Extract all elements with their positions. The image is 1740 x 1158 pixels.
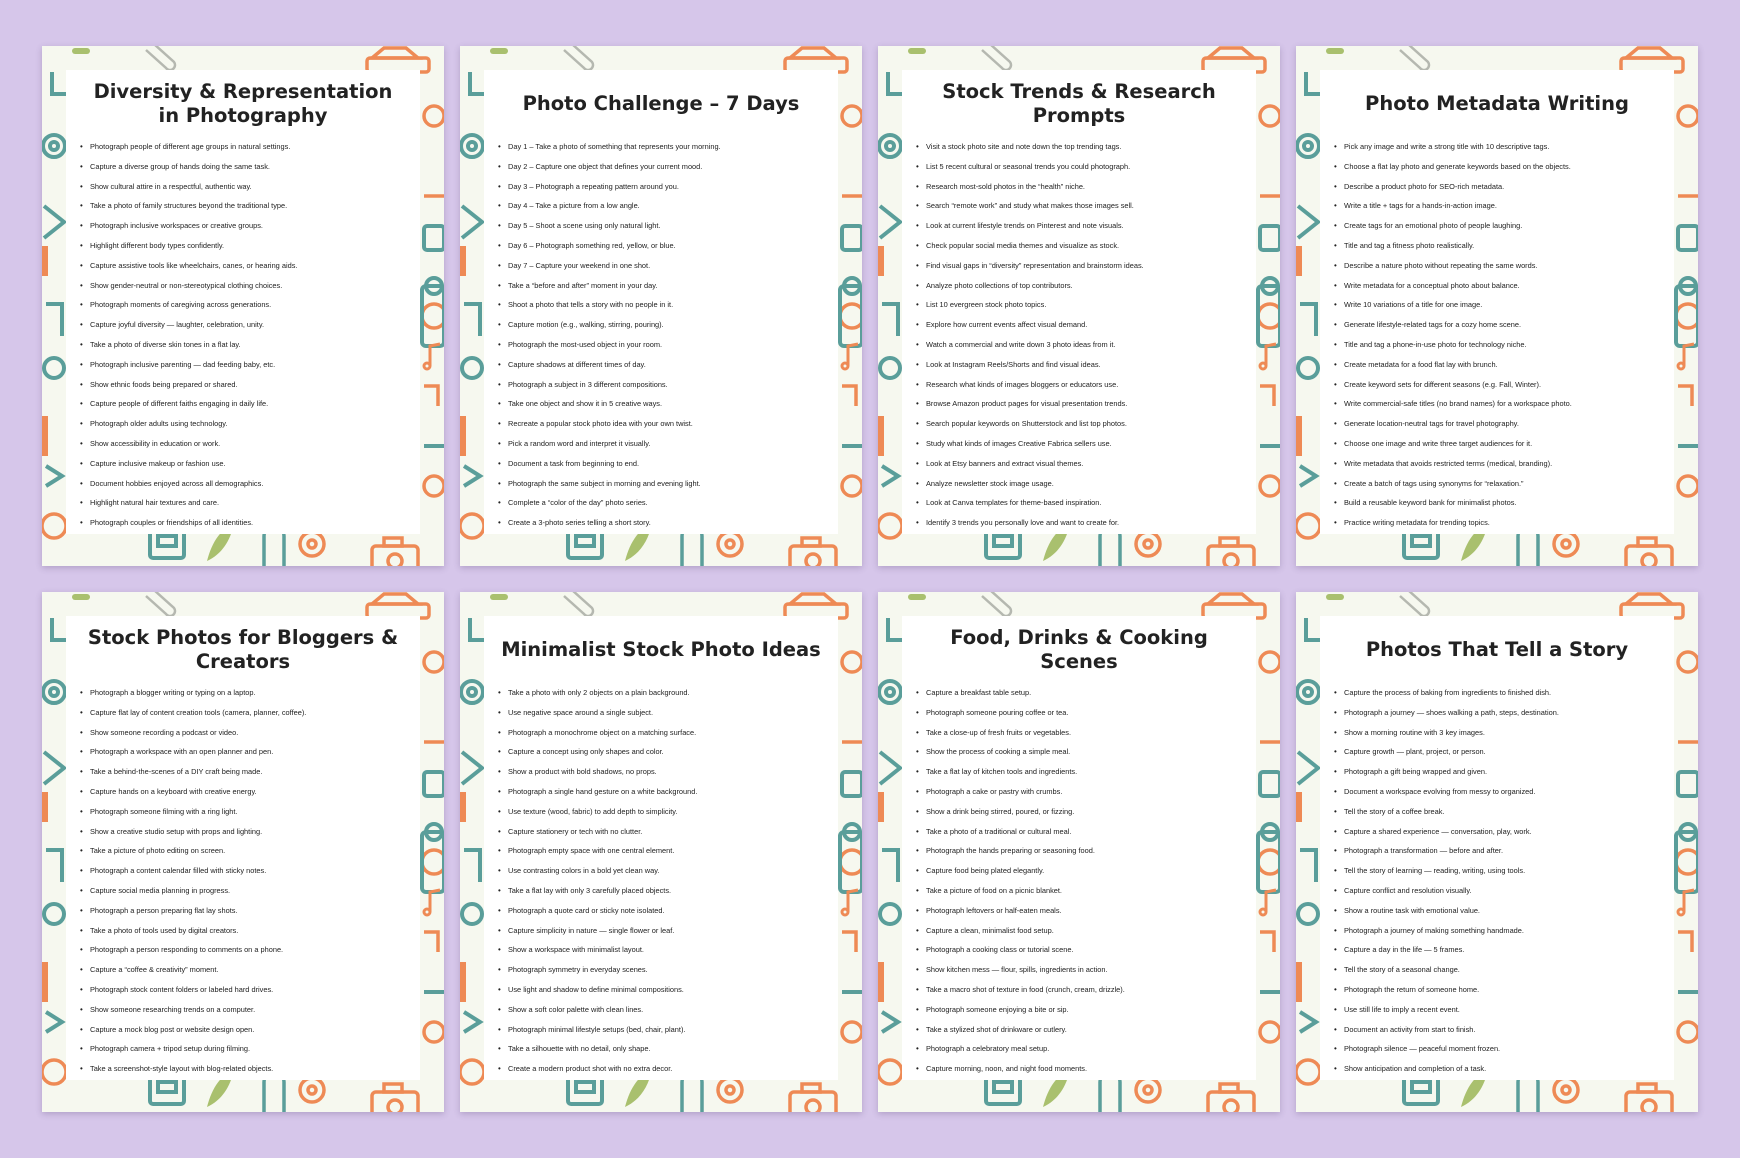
- prompt-item: • Capture joyful diversity — laughter, celebration, unity.: [80, 315, 414, 335]
- paperclip-icon: [564, 46, 593, 70]
- prompt-item: • Create metadata for a food flat lay with brunch.: [1334, 355, 1668, 375]
- prompt-item: • Visit a stock photo site and note down the top trending tags.: [916, 137, 1250, 157]
- prompt-card: [902, 70, 1256, 534]
- paperclip-icon: [1400, 46, 1429, 70]
- prompt-item: • Document hobbies enjoyed across all demographics.: [80, 474, 414, 494]
- prompt-item: • Take a macro shot of texture in food (crunch, cream, drizzle).: [916, 980, 1250, 1000]
- prompt-item: • Capture a mock blog post or website design open.: [80, 1020, 414, 1040]
- prompt-item: • Look at current lifestyle trends on Pinterest and note visuals.: [916, 216, 1250, 236]
- printable-page-4: [1296, 46, 1698, 566]
- accent-bars: [1296, 792, 1302, 1002]
- right-strip-icons: [422, 652, 444, 1042]
- prompt-item: • Use negative space around a single subject.: [498, 703, 832, 723]
- prompt-item: • Analyze photo collections of top contributors.: [916, 276, 1250, 296]
- prompt-item: • Photograph camera + tripod setup during filming.: [80, 1039, 414, 1059]
- prompt-item: • Photograph inclusive parenting — dad feeding baby, etc.: [80, 355, 414, 375]
- prompt-item: • Write 10 variations of a title for one image.: [1334, 295, 1668, 315]
- prompt-item: • Capture a “coffee & creativity” moment.: [80, 960, 414, 980]
- prompt-list: [1320, 683, 1674, 1079]
- prompt-item: • Pick a random word and interpret it visually.: [498, 434, 832, 454]
- right-strip-teal: [840, 772, 862, 992]
- prompt-item: • Capture stationery or tech with no clutter.: [498, 822, 832, 842]
- prompt-list: [1320, 137, 1674, 533]
- right-strip-icons: [1676, 106, 1698, 496]
- prompt-item: • Title and tag a fitness photo realistically.: [1334, 236, 1668, 256]
- page-title: Stock Trends & Research Prompts: [942, 80, 1216, 127]
- prompt-item: • Create keyword sets for different seasons (e.g. Fall, Winter).: [1334, 375, 1668, 395]
- page-title: Photo Challenge – 7 Days: [522, 92, 800, 115]
- prompt-item: • Take a photo of diverse skin tones in a flat lay.: [80, 335, 414, 355]
- prompt-item: • Take a silhouette with no detail, only shape.: [498, 1039, 832, 1059]
- right-strip-icons: [840, 106, 862, 496]
- prompt-item: • Photograph couples or friendships of all identities.: [80, 513, 414, 533]
- prompt-item: • Document a task from beginning to end.: [498, 454, 832, 474]
- prompt-item: • Capture a concept using only shapes and color.: [498, 742, 832, 762]
- prompt-item: • Take a picture of photo editing on screen.: [80, 841, 414, 861]
- accent-bars: [42, 792, 48, 1002]
- prompt-item: • Photograph silence — peaceful moment frozen.: [1334, 1039, 1668, 1059]
- prompt-list: [902, 683, 1256, 1079]
- right-strip-icons: [1258, 652, 1280, 1042]
- prompt-item: • Photograph a journey — shoes walking a path, steps, destination.: [1334, 703, 1668, 723]
- prompt-card: [484, 616, 838, 1080]
- printable-page-1: [42, 46, 444, 566]
- prompt-item: • Research most-sold photos in the “health” niche.: [916, 177, 1250, 197]
- prompt-item: • Photograph a journey of making something handmade.: [1334, 921, 1668, 941]
- prompt-item: • Show the process of cooking a simple meal.: [916, 742, 1250, 762]
- page-title: Stock Photos for Bloggers & Creators: [87, 626, 399, 673]
- prompt-item: • Photograph a blogger writing or typing on a laptop.: [80, 683, 414, 703]
- prompt-item: • Practice writing metadata for trending topics.: [1334, 513, 1668, 533]
- prompt-list: [66, 683, 420, 1079]
- prompt-card: [66, 616, 420, 1080]
- prompt-item: • Document a workspace evolving from messy to organized.: [1334, 782, 1668, 802]
- prompt-item: • Create a modern product shot with no extra decor.: [498, 1059, 832, 1079]
- prompt-item: • Tell the story of learning — reading, writing, using tools.: [1334, 861, 1668, 881]
- right-strip-icons: [840, 652, 862, 1042]
- prompt-item: • Photograph a content calendar filled with sticky notes.: [80, 861, 414, 881]
- prompt-item: • Photograph moments of caregiving across generations.: [80, 295, 414, 315]
- prompt-item: • Day 2 – Capture one object that defines your current mood.: [498, 157, 832, 177]
- prompt-list: [484, 683, 838, 1079]
- right-strip-teal: [422, 226, 444, 446]
- accent-bars: [460, 246, 466, 456]
- prompt-item: • Find visual gaps in “diversity” representation and brainstorm ideas.: [916, 256, 1250, 276]
- prompt-item: • Complete a “color of the day” photo series.: [498, 493, 832, 513]
- paperclip-icon: [982, 592, 1011, 616]
- prompt-item: • Capture social media planning in progress.: [80, 881, 414, 901]
- printable-page-6: [460, 592, 862, 1112]
- prompt-item: • Take a stylized shot of drinkware or cutlery.: [916, 1020, 1250, 1040]
- prompt-item: • Take a behind-the-scenes of a DIY craft being made.: [80, 762, 414, 782]
- prompt-item: • Capture people of different faiths engaging in daily life.: [80, 394, 414, 414]
- prompt-item: • Photograph the most-used object in your room.: [498, 335, 832, 355]
- prompt-item: • Create a 3-photo series telling a short story.: [498, 513, 832, 533]
- prompt-item: • Show a drink being stirred, poured, or fizzing.: [916, 802, 1250, 822]
- right-strip-teal: [840, 226, 862, 446]
- printable-page-5: [42, 592, 444, 1112]
- prompt-item: • Show a morning routine with 3 key images.: [1334, 723, 1668, 743]
- prompt-item: • Browse Amazon product pages for visual presentation trends.: [916, 394, 1250, 414]
- prompt-item: • Take a close-up of fresh fruits or vegetables.: [916, 723, 1250, 743]
- prompt-item: • Photograph people of different age groups in natural settings.: [80, 137, 414, 157]
- prompt-item: • Use texture (wood, fabric) to add depth to simplicity.: [498, 802, 832, 822]
- prompt-item: • Photograph a monochrome object on a matching surface.: [498, 723, 832, 743]
- prompt-item: • Use light and shadow to define minimal compositions.: [498, 980, 832, 1000]
- prompt-item: • Shoot a photo that tells a story with no people in it.: [498, 295, 832, 315]
- prompt-item: • Capture morning, noon, and night food moments.: [916, 1059, 1250, 1079]
- prompt-item: • Recreate a popular stock photo idea with your own twist.: [498, 414, 832, 434]
- prompt-card: [484, 70, 838, 534]
- prompt-item: • Take a flat lay of kitchen tools and ingredients.: [916, 762, 1250, 782]
- prompt-item: • Look at Etsy banners and extract visual themes.: [916, 454, 1250, 474]
- paperclip-icon: [564, 592, 593, 616]
- prompt-item: • Tell the story of a seasonal change.: [1334, 960, 1668, 980]
- prompt-item: • Show accessibility in education or work.: [80, 434, 414, 454]
- prompt-item: • Show a workspace with minimalist layout.: [498, 940, 832, 960]
- prompt-item: • Show anticipation and completion of a task.: [1334, 1059, 1668, 1079]
- prompt-item: • Highlight natural hair textures and care.: [80, 493, 414, 513]
- page-title: Photo Metadata Writing: [1365, 92, 1629, 115]
- prompt-item: • Capture a shared experience — conversation, play, work.: [1334, 822, 1668, 842]
- prompt-item: • Capture hands on a keyboard with creative energy.: [80, 782, 414, 802]
- prompt-item: • Show cultural attire in a respectful, authentic way.: [80, 177, 414, 197]
- prompt-item: • Capture a breakfast table setup.: [916, 683, 1250, 703]
- prompt-item: • Take a photo of a traditional or cultural meal.: [916, 822, 1250, 842]
- prompt-item: • Day 6 – Photograph something red, yellow, or blue.: [498, 236, 832, 256]
- prompt-item: • Photograph a person responding to comments on a phone.: [80, 940, 414, 960]
- prompt-item: • Take a flat lay with only 3 carefully placed objects.: [498, 881, 832, 901]
- prompt-item: • Show someone recording a podcast or video.: [80, 723, 414, 743]
- prompt-item: • Look at Canva templates for theme-based inspiration.: [916, 493, 1250, 513]
- page-title: Food, Drinks & Cooking Scenes: [950, 626, 1208, 673]
- accent-bars: [42, 246, 48, 456]
- prompt-item: • Capture growth — plant, project, or person.: [1334, 742, 1668, 762]
- prompt-item: • Take a photo of tools used by digital creators.: [80, 921, 414, 941]
- prompt-item: • Photograph a transformation — before and after.: [1334, 841, 1668, 861]
- printable-page-2: [460, 46, 862, 566]
- prompt-item: • Tell the story of a coffee break.: [1334, 802, 1668, 822]
- prompt-item: • Show kitchen mess — flour, spills, ingredients in action.: [916, 960, 1250, 980]
- prompt-item: • Photograph the same subject in morning and evening light.: [498, 474, 832, 494]
- printable-page-3: [878, 46, 1280, 566]
- prompt-item: • Photograph a cake or pastry with crumbs.: [916, 782, 1250, 802]
- prompt-list: [66, 137, 420, 533]
- prompt-item: • Capture food being plated elegantly.: [916, 861, 1250, 881]
- prompt-item: • Explore how current events affect visual demand.: [916, 315, 1250, 335]
- prompt-item: • Show a routine task with emotional value.: [1334, 901, 1668, 921]
- prompt-item: • Photograph a gift being wrapped and given.: [1334, 762, 1668, 782]
- prompt-item: • Describe a product photo for SEO-rich metadata.: [1334, 177, 1668, 197]
- prompt-item: • Photograph someone filming with a ring light.: [80, 802, 414, 822]
- right-strip-teal: [1258, 772, 1280, 992]
- prompt-item: • Capture conflict and resolution visually.: [1334, 881, 1668, 901]
- prompt-item: • Take a picture of food on a picnic blanket.: [916, 881, 1250, 901]
- prompt-item: • Take a photo of family structures beyond the traditional type.: [80, 196, 414, 216]
- prompt-item: • Identify 3 trends you personally love and want to create for.: [916, 513, 1250, 533]
- prompt-card: [66, 70, 420, 534]
- prompt-item: • Search “remote work” and study what makes those images sell.: [916, 196, 1250, 216]
- accent-bars: [1296, 246, 1302, 456]
- prompt-item: • Build a reusable keyword bank for minimalist photos.: [1334, 493, 1668, 513]
- prompt-item: • Take a photo with only 2 objects on a plain background.: [498, 683, 832, 703]
- prompt-item: • Show a creative studio setup with props and lighting.: [80, 822, 414, 842]
- prompt-item: • Write metadata for a conceptual photo about balance.: [1334, 276, 1668, 296]
- prompt-item: • Take one object and show it in 5 creative ways.: [498, 394, 832, 414]
- prompt-item: • Look at Instagram Reels/Shorts and find visual ideas.: [916, 355, 1250, 375]
- prompt-item: • Capture a clean, minimalist food setup.: [916, 921, 1250, 941]
- prompt-item: • Analyze newsletter stock image usage.: [916, 474, 1250, 494]
- prompt-item: • Title and tag a phone-in-use photo for technology niche.: [1334, 335, 1668, 355]
- prompt-item: • List 10 evergreen stock photo topics.: [916, 295, 1250, 315]
- prompt-item: • Capture motion (e.g., walking, stirring, pouring).: [498, 315, 832, 335]
- prompt-item: • Photograph stock content folders or labeled hard drives.: [80, 980, 414, 1000]
- prompt-item: • Write metadata that avoids restricted terms (medical, branding).: [1334, 454, 1668, 474]
- prompt-item: • Photograph older adults using technology.: [80, 414, 414, 434]
- prompt-item: • Use still life to imply a recent event.: [1334, 1000, 1668, 1020]
- prompt-item: • Photograph a subject in 3 different compositions.: [498, 375, 832, 395]
- prompt-item: • Photograph inclusive workspaces or creative groups.: [80, 216, 414, 236]
- page-title: Minimalist Stock Photo Ideas: [501, 638, 821, 661]
- prompt-item: • Capture the process of baking from ingredients to finished dish.: [1334, 683, 1668, 703]
- prompt-item: • Show gender-neutral or non-stereotypical clothing choices.: [80, 276, 414, 296]
- prompt-item: • Photograph someone pouring coffee or tea.: [916, 703, 1250, 723]
- prompt-item: • Photograph the hands preparing or seasoning food.: [916, 841, 1250, 861]
- paperclip-icon: [982, 46, 1011, 70]
- prompt-item: • Take a screenshot-style layout with blog-related objects.: [80, 1059, 414, 1079]
- prompt-item: • Photograph a celebratory meal setup.: [916, 1039, 1250, 1059]
- right-strip-icons: [422, 106, 444, 496]
- prompt-item: • List 5 recent cultural or seasonal trends you could photograph.: [916, 157, 1250, 177]
- prompt-card: [1320, 616, 1674, 1080]
- prompt-item: • Search popular keywords on Shutterstock and list top photos.: [916, 414, 1250, 434]
- accent-bars: [878, 246, 884, 456]
- prompt-item: • Photograph a quote card or sticky note isolated.: [498, 901, 832, 921]
- prompt-item: • Show ethnic foods being prepared or shared.: [80, 375, 414, 395]
- prompt-item: • Day 7 – Capture your weekend in one shot.: [498, 256, 832, 276]
- prompt-item: • Pick any image and write a strong title with 10 descriptive tags.: [1334, 137, 1668, 157]
- prompt-item: • Photograph someone enjoying a bite or sip.: [916, 1000, 1250, 1020]
- prompt-item: • Capture simplicity in nature — single flower or leaf.: [498, 921, 832, 941]
- prompt-item: • Highlight different body types confidently.: [80, 236, 414, 256]
- prompt-item: • Show someone researching trends on a computer.: [80, 1000, 414, 1020]
- page-title: Diversity & Representation in Photography: [93, 80, 393, 127]
- prompt-item: • Day 4 – Take a picture from a low angle.: [498, 196, 832, 216]
- prompt-item: • Document an activity from start to finish.: [1334, 1020, 1668, 1040]
- prompt-item: • Capture inclusive makeup or fashion use.: [80, 454, 414, 474]
- prompt-item: • Research what kinds of images bloggers or educators use.: [916, 375, 1250, 395]
- prompt-item: • Create a batch of tags using synonyms for “relaxation.”: [1334, 474, 1668, 494]
- right-strip-teal: [1258, 226, 1280, 446]
- right-strip-teal: [1676, 772, 1698, 992]
- prompt-item: • Write a title + tags for a hands-in-action image.: [1334, 196, 1668, 216]
- prompt-item: • Day 3 – Photograph a repeating pattern around you.: [498, 177, 832, 197]
- prompt-item: • Photograph a single hand gesture on a white background.: [498, 782, 832, 802]
- prompt-item: • Capture flat lay of content creation tools (camera, planner, coffee).: [80, 703, 414, 723]
- accent-bars: [460, 792, 466, 1002]
- right-strip-icons: [1258, 106, 1280, 496]
- prompt-item: • Photograph a person preparing flat lay shots.: [80, 901, 414, 921]
- prompt-item: • Photograph symmetry in everyday scenes.: [498, 960, 832, 980]
- prompt-item: • Photograph minimal lifestyle setups (bed, chair, plant).: [498, 1020, 832, 1040]
- prompt-list: [902, 137, 1256, 533]
- right-strip-icons: [1676, 652, 1698, 1042]
- prompt-item: • Capture assistive tools like wheelchairs, canes, or hearing aids.: [80, 256, 414, 276]
- prompt-item: • Day 5 – Shoot a scene using only natural light.: [498, 216, 832, 236]
- prompt-item: • Watch a commercial and write down 3 photo ideas from it.: [916, 335, 1250, 355]
- prompt-item: • Choose one image and write three target audiences for it.: [1334, 434, 1668, 454]
- prompt-item: • Show a product with bold shadows, no props.: [498, 762, 832, 782]
- prompt-item: • Photograph empty space with one central element.: [498, 841, 832, 861]
- prompt-list: [484, 137, 838, 533]
- paperclip-icon: [146, 46, 175, 70]
- prompt-item: • Generate location-neutral tags for travel photography.: [1334, 414, 1668, 434]
- prompt-item: • Day 1 – Take a photo of something that represents your morning.: [498, 137, 832, 157]
- prompt-item: • Check popular social media themes and visualize as stock.: [916, 236, 1250, 256]
- prompt-item: • Study what kinds of images Creative Fabrica sellers use.: [916, 434, 1250, 454]
- prompt-item: • Show a soft color palette with clean lines.: [498, 1000, 832, 1020]
- paperclip-icon: [146, 592, 175, 616]
- prompt-item: • Photograph the return of someone home.: [1334, 980, 1668, 1000]
- prompt-item: • Write commercial-safe titles (no brand names) for a workspace photo.: [1334, 394, 1668, 414]
- prompt-item: • Use contrasting colors in a bold yet clean way.: [498, 861, 832, 881]
- prompt-item: • Capture a diverse group of hands doing the same task.: [80, 157, 414, 177]
- prompt-item: • Photograph a cooking class or tutorial scene.: [916, 940, 1250, 960]
- right-strip-teal: [1676, 226, 1698, 446]
- prompt-item: • Generate lifestyle-related tags for a cozy home scene.: [1334, 315, 1668, 335]
- prompt-item: • Capture a day in the life — 5 frames.: [1334, 940, 1668, 960]
- prompt-item: • Photograph leftovers or half-eaten meals.: [916, 901, 1250, 921]
- printable-page-8: [1296, 592, 1698, 1112]
- prompt-item: • Take a “before and after” moment in your day.: [498, 276, 832, 296]
- right-strip-teal: [422, 772, 444, 992]
- page-title: Photos That Tell a Story: [1365, 638, 1629, 661]
- accent-bars: [878, 792, 884, 1002]
- prompt-item: • Create tags for an emotional photo of people laughing.: [1334, 216, 1668, 236]
- prompt-item: • Capture shadows at different times of day.: [498, 355, 832, 375]
- prompt-item: • Photograph a workspace with an open planner and pen.: [80, 742, 414, 762]
- prompt-card: [1320, 70, 1674, 534]
- printable-page-7: [878, 592, 1280, 1112]
- prompt-item: • Choose a flat lay photo and generate keywords based on the objects.: [1334, 157, 1668, 177]
- paperclip-icon: [1400, 592, 1429, 616]
- prompt-card: [902, 616, 1256, 1080]
- prompt-item: • Describe a nature photo without repeating the same words.: [1334, 256, 1668, 276]
